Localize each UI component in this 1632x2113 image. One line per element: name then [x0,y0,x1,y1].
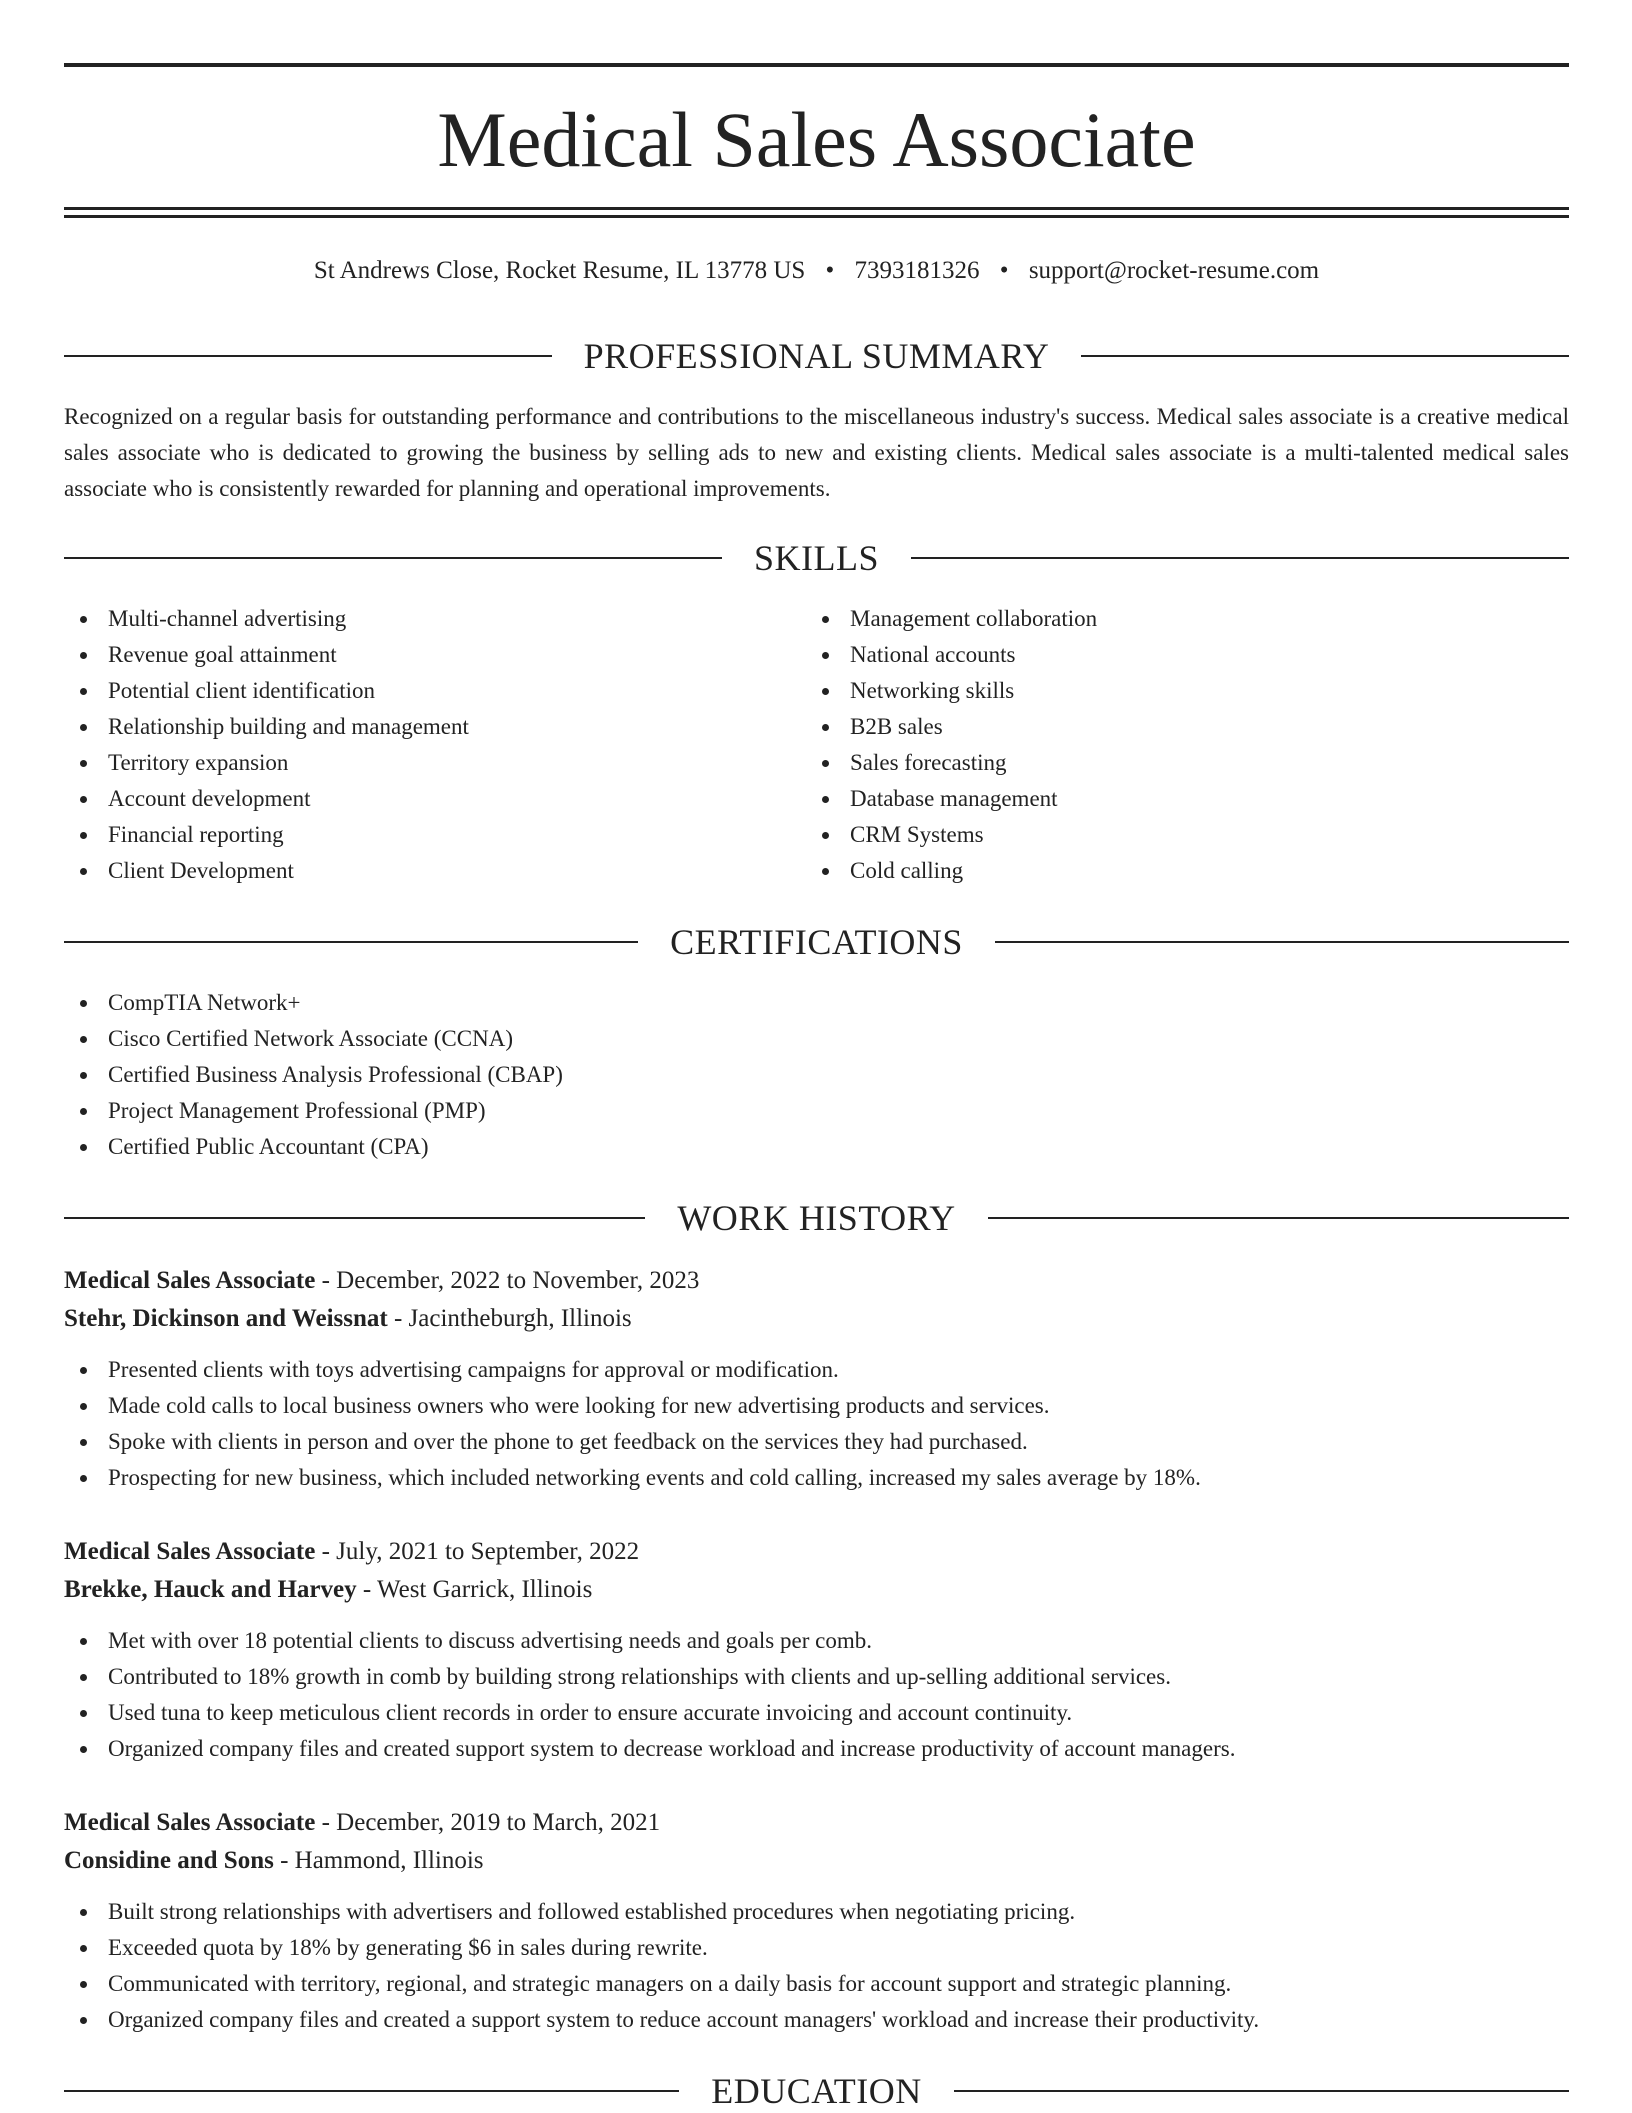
list-item: Used tuna to keep meticulous client records in order to ensure accurate invoicing and account continuity. [64,1695,1569,1731]
section-title: WORK HISTORY [677,1198,956,1238]
list-item: National accounts [806,637,1506,673]
list-item: Networking skills [806,673,1506,709]
section-heading-skills [64,536,1569,580]
list-item: Organized company files and created support system to decrease workload and increase productivity of account managers. [64,1731,1569,1767]
section-heading-certifications [64,920,1569,964]
section-heading-education [64,2069,1569,2113]
heading-rule [64,557,722,559]
heading-rule [911,557,1569,559]
list-item: Account development [64,781,764,817]
skills-list-left [64,601,764,889]
work-entry [64,1804,1569,2038]
job-title: Medical Sales Associate [64,1538,316,1565]
certifications-list [64,985,1569,1165]
contact-email: support@rocket-resume.com [1028,257,1320,284]
job-company-line [64,1842,1569,1880]
list-item: Cold calling [806,853,1506,889]
list-item: Communicated with territory, regional, and strategic managers on a daily basis for account support and strategic planning. [64,1966,1569,2002]
section-heading-summary [64,334,1569,378]
list-item: Spoke with clients in person and over the phone to get feedback on the services they had purchased. [64,1424,1569,1460]
list-item: Prospecting for new business, which included networking events and cold calling, increased my sales average by 18%. [64,1460,1569,1496]
top-rule [64,63,1569,67]
list-item: Territory expansion [64,745,764,781]
job-title: Medical Sales Associate [64,1809,316,1836]
job-location: - West Garrick, Illinois [356,1576,593,1603]
heading-rule [64,941,638,943]
list-item: Presented clients with toys advertising campaigns for approval or modification. [64,1352,1569,1388]
job-title: Medical Sales Associate [64,1267,316,1294]
work-entry [64,1262,1569,1496]
list-item: Project Management Professional (PMP) [64,1093,1569,1129]
list-item: B2B sales [806,709,1506,745]
list-item: Sales forecasting [806,745,1506,781]
list-item: Multi-channel advertising [64,601,764,637]
heading-rule [995,941,1569,943]
list-item: Cisco Certified Network Associate (CCNA) [64,1021,1569,1057]
list-item: Exceeded quota by 18% by generating $6 in sales during rewrite. [64,1930,1569,1966]
list-item: Revenue goal attainment [64,637,764,673]
summary-text: Recognized on a regular basis for outstanding performance and contributions to the miscellaneous industry's success. Medical sales associate is a creative medical sales associate who is dedicated to growing the business by selling ads to new and existing clients. Medical sales associate is a multi-talented medical sales associate who is consistently rewarded for planning and operational improvements. [64,404,1569,501]
title-rule-lower [64,215,1569,218]
job-company-line [64,1571,1569,1609]
job-bullets [64,1894,1569,2038]
job-title-line [64,1262,1569,1300]
section-title: SKILLS [754,538,880,578]
contact-address: St Andrews Close, Rocket Resume, IL 13778 US [313,257,806,284]
skills-list-right [806,601,1506,889]
page-title: Medical Sales Associate [437,96,1196,183]
job-title-line [64,1804,1569,1842]
contact-separator: • [825,257,835,284]
heading-rule [64,2090,679,2092]
list-item: CompTIA Network+ [64,985,1569,1021]
work-entry [64,1533,1569,1767]
job-bullets [64,1352,1569,1496]
job-dates: - July, 2021 to September, 2022 [315,1538,640,1565]
list-item: Met with over 18 potential clients to discuss advertising needs and goals per comb. [64,1623,1569,1659]
section-heading-work-history [64,1196,1569,1240]
list-item: Certified Business Analysis Professional (CBAP) [64,1057,1569,1093]
heading-rule [64,1217,645,1219]
job-location: - Hammond, Illinois [273,1847,484,1874]
list-item: Database management [806,781,1506,817]
list-item: Contributed to 18% growth in comb by building strong relationships with clients and up-selling additional services. [64,1659,1569,1695]
list-item: Organized company files and created a support system to reduce account managers' workload and increase their productivity. [64,2002,1569,2038]
job-company: Brekke, Hauck and Harvey [64,1576,357,1603]
job-company: Considine and Sons [64,1847,274,1874]
section-title: PROFESSIONAL SUMMARY [583,336,1050,376]
list-item: Made cold calls to local business owners who were looking for new advertising products and services. [64,1388,1569,1424]
list-item: Client Development [64,853,764,889]
heading-rule [64,355,552,357]
list-item: Potential client identification [64,673,764,709]
job-dates: - December, 2019 to March, 2021 [315,1809,661,1836]
contact-line [64,254,1569,288]
contact-phone: 7393181326 [854,257,980,284]
job-company: Stehr, Dickinson and Weissnat [64,1305,388,1332]
list-item: CRM Systems [806,817,1506,853]
section-title: EDUCATION [711,2071,922,2111]
job-title-line [64,1533,1569,1571]
job-location: - Jacintheburgh, Illinois [387,1305,632,1332]
heading-rule [954,2090,1569,2092]
title-rule-upper [64,207,1569,210]
job-company-line [64,1300,1569,1338]
section-title: CERTIFICATIONS [670,922,963,962]
job-dates: - December, 2022 to November, 2023 [315,1267,700,1294]
heading-rule [1081,355,1569,357]
list-item: Relationship building and management [64,709,764,745]
heading-rule [988,1217,1569,1219]
contact-separator: • [999,257,1009,284]
list-item: Certified Public Accountant (CPA) [64,1129,1569,1165]
list-item: Built strong relationships with advertisers and followed established procedures when negotiating pricing. [64,1894,1569,1930]
job-bullets [64,1623,1569,1767]
list-item: Management collaboration [806,601,1506,637]
list-item: Financial reporting [64,817,764,853]
